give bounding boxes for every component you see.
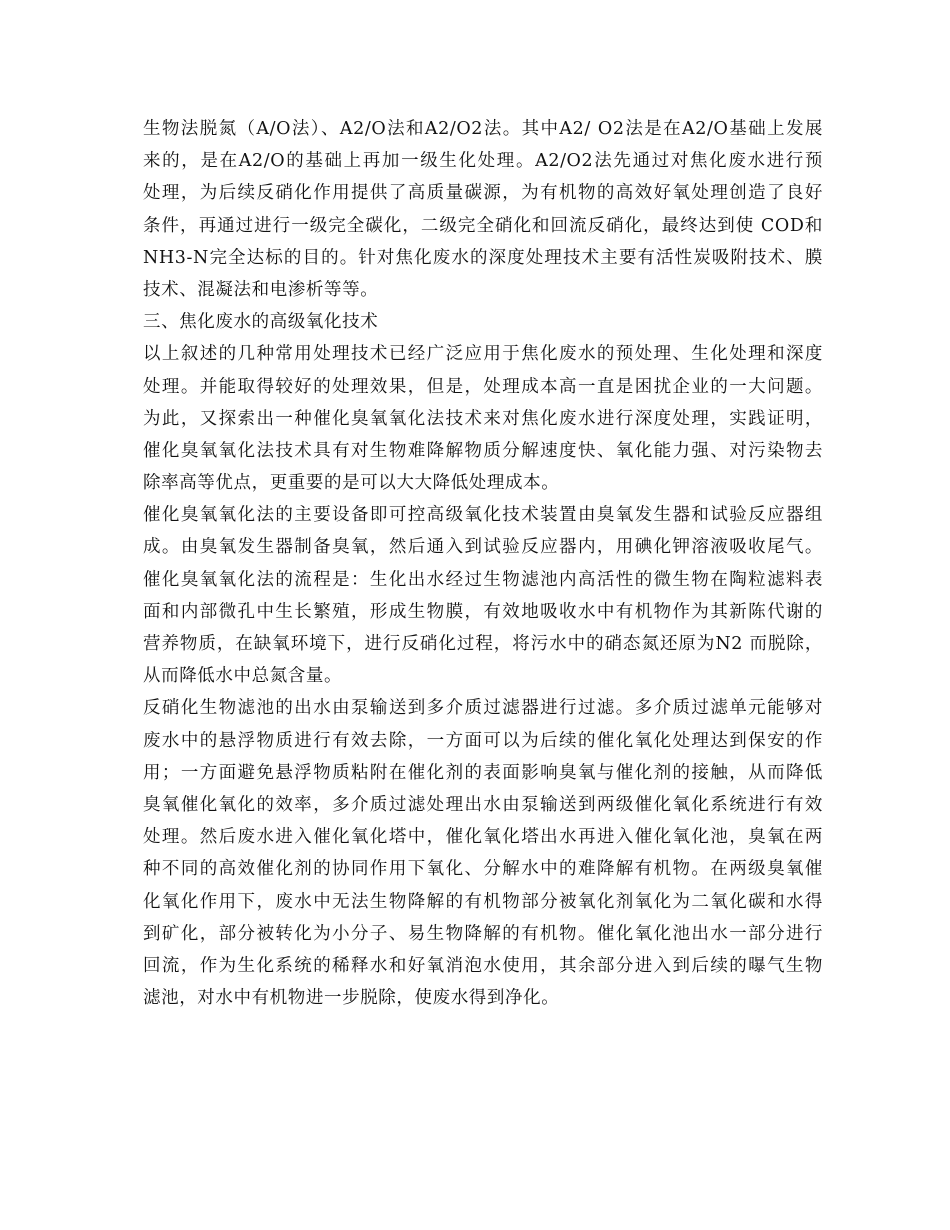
text-line: 除率高等优点，更重要的是可以大大降低处理成本。 bbox=[143, 473, 560, 494]
text-line: 回流，作为生化系统的稀释水和好氧消泡水使用，其余部分进入到后续的曝气生物 bbox=[143, 955, 823, 976]
text-line: 以上叙述的几种常用处理技术已经广泛应用于焦化废水的预处理、生化处理和深度 bbox=[143, 344, 823, 365]
text-line: 技术、混凝法和电渗析等等。 bbox=[143, 279, 379, 300]
text-line: 反硝化生物滤池的出水由泵输送到多介质过滤器进行过滤。多介质过滤单元能够对 bbox=[143, 698, 823, 719]
text-line: 催化臭氧氧化法的流程是：生化出水经过生物滤池内高活性的微生物在陶粒滤料表 bbox=[143, 569, 823, 590]
text-line: 滤池，对水中有机物进一步脱除，使废水得到净化。 bbox=[143, 988, 560, 1009]
text-line: 用；一方面避免悬浮物质粘附在催化剂的表面影响臭氧与催化剂的接触，从而降低 bbox=[143, 762, 823, 783]
text-line: 成。由臭氧发生器制备臭氧，然后通入到试验反应器内，用碘化钾溶液吸收尾气。 bbox=[143, 537, 823, 558]
text-line: 废水中的悬浮物质进行有效去除，一方面可以为后续的催化氧化处理达到保安的作 bbox=[143, 730, 823, 751]
text-line: 处理。然后废水进入催化氧化塔中，催化氧化塔出水再进入催化氧化池，臭氧在两 bbox=[143, 827, 823, 848]
text-line: 为此，又探索出一种催化臭氧氧化法技术来对焦化废水进行深度处理，实践证明， bbox=[143, 408, 823, 429]
text-line: NH3-N完全达标的目的。针对焦化废水的深度处理技术主要有活性炭吸附技术、膜 bbox=[143, 247, 823, 268]
text-line: 处理。并能取得较好的处理效果，但是，处理成本高一直是困扰企业的一大问题。 bbox=[143, 376, 823, 397]
text-line: 种不同的高效催化剂的协同作用下氧化、分解水中的难降解有机物。在两级臭氧催 bbox=[143, 859, 823, 880]
text-line: 臭氧催化氧化的效率，多介质过滤处理出水由泵输送到两级催化氧化系统进行有效 bbox=[143, 794, 823, 815]
text-line: 生物法脱氮（A/O法）、A2/O法和A2/O2法。其中A2/ O2法是在A2/O基础上发展 bbox=[143, 119, 823, 139]
text-line: 催化臭氧氧化法的主要设备即可控高级氧化技术装置由臭氧发生器和试验反应器组 bbox=[143, 505, 823, 526]
text-line: 从而降低水中总氮含量。 bbox=[143, 666, 343, 687]
section-heading: 三、焦化废水的高级氧化技术 bbox=[143, 312, 379, 333]
text-line: 面和内部微孔中生长繁殖，形成生物膜，有效地吸收水中有机物作为其新陈代谢的 bbox=[143, 601, 823, 622]
text-line: 化氧化作用下，废水中无法生物降解的有机物部分被氧化剂氧化为二氧化碳和水得 bbox=[143, 891, 823, 912]
text-line: 条件，再通过进行一级完全碳化，二级完全硝化和回流反硝化，最终达到使 COD和 bbox=[143, 215, 823, 236]
text-line: 到矿化，部分被转化为小分子、易生物降解的有机物。催化氧化池出水一部分进行 bbox=[143, 923, 823, 944]
text-line: 来的，是在A2/O的基础上再加一级生化处理。A2/O2法先通过对焦化废水进行预 bbox=[143, 151, 823, 172]
document-body bbox=[143, 113, 823, 1014]
text-line: 催化臭氧氧化法技术具有对生物难降解物质分解速度快、氧化能力强、对污染物去 bbox=[143, 440, 823, 461]
text-line: 处理，为后续反硝化作用提供了高质量碳源，为有机物的高效好氧处理创造了良好 bbox=[143, 183, 823, 204]
text-line: 营养物质，在缺氧环境下，进行反硝化过程，将污水中的硝态氮还原为N2 而脱除， bbox=[143, 634, 823, 654]
